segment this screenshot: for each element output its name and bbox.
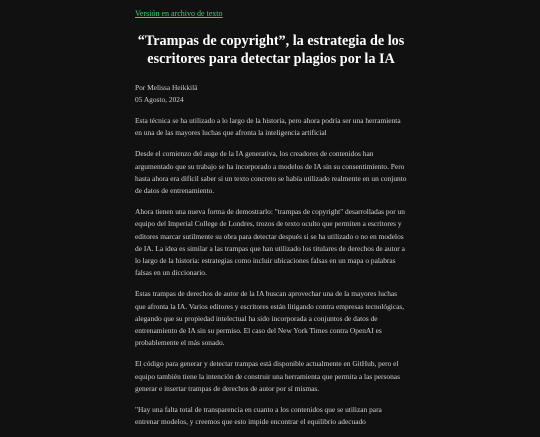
article-paragraph: Esta técnica se ha utilizado a lo largo de la historia, pero ahora podría ser una herramienta en una de las mayores luchas que afronta la inteligencia artificial [135, 116, 401, 138]
article [135, 8, 407, 437]
text-version-link[interactable]: Versión en archivo de texto [135, 9, 223, 18]
byline [135, 82, 407, 106]
article-paragraph: Desde el comienzo del auge de la IA generativa, los creadores de contenidos han argumentado que su trabajo se ha incorporado a modelos de IA sin su consentimiento. Pero hasta ahora era difícil saber si un texto concreto se había utilizado realmente en un conjunto de datos de entrenamiento. [135, 149, 407, 196]
article-paragraph: "Hay una falta total de transparencia en cuanto a los contenidos que se utilizan para entrenar modelos, y creemos que esto impide encontrar el equilibrio adecuado [135, 405, 382, 427]
article-paragraph: El código para generar y detectar trampas está disponible actualmente en GitHub, pero el equipo también tiene la intención de construir una herramienta que permita a las personas generar e insertar trampas de derechos de autor por sí mismas. [135, 359, 400, 393]
publish-date: 05 Agosto, 2024 [135, 95, 184, 104]
article-paragraph: Ahora tienen una nueva forma de demostrarlo: "trampas de copyright" desarrolladas por un equipo del Imperial College de Londres, trozos de texto oculto que permiten a escritores y editores marcar sutilmente su obra para detectar después si se ha utilizado o no en modelos de IA. La idea es similar a las trampas que han utilizado los titulares de derechos de autor a lo largo de la historia: estrategias como incluir ubicaciones falsas en un mapa o palabras falsas en un diccionario. [135, 207, 405, 278]
author: Por Melissa Heikkilä [135, 83, 198, 92]
article-body [135, 115, 407, 428]
article-title: “Trampas de copyright”, la estrategia de los escritores para detectar plagios por la IA [137, 33, 405, 67]
article-paragraph: Estas trampas de derechos de autor de la IA buscan aprovechar una de la mayores luchas que afronta la IA. Varios editores y escritores están litigando contra empresas tecnológicas, alegando que su propiedad intelectual ha sido incorporada a conjuntos de datos de entrenamiento de IA sin su permiso. El caso del New York Times contra OpenAI es probablemente el más sonado. [135, 289, 405, 348]
